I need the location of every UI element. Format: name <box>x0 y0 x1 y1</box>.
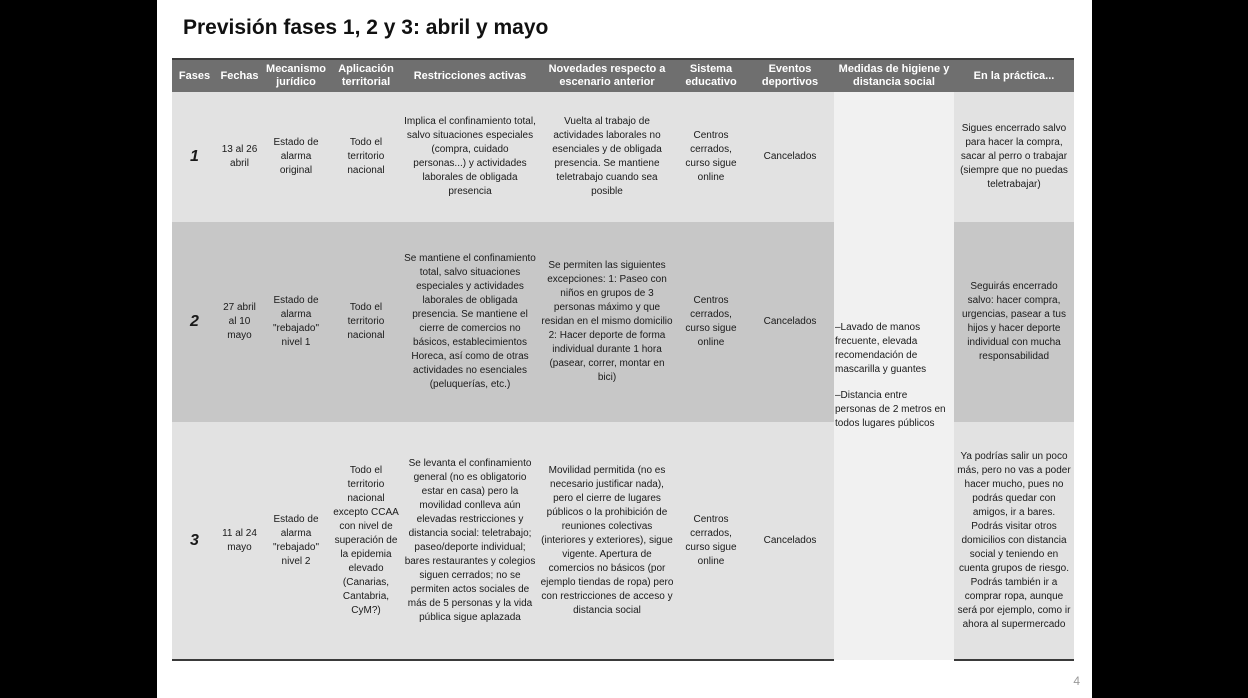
restricciones-cell: Se mantiene el confinamiento total, salvo situaciones especiales y actividades laborales de obligada presencia. Se mantiene el cierre de comercios no básicos, establecimientos Horeca, así como de otras actividades no esenciales (peluquerías, etc.) <box>402 222 538 422</box>
medidas-cell <box>834 92 954 660</box>
practica-cell: Seguirás encerrado salvo: hacer compra, urgencias, pasear a tus hijos y hacer deporte individual con mucha responsabilidad <box>954 222 1074 422</box>
practica-cell: Ya podrías salir un poco más, pero no vas a poder hacer mucho, pues no podrás quedar con amigos, ir a bares. Podrás visitar otros domicilios con distancia social y teniendo en cuenta grupos de riesgo. Podrás también ir a comprar ropa, aunque será por ejemplo, como ir ahora al supermercado <box>954 422 1074 660</box>
medidas-item: –Lavado de manos frecuente, elevada recomendación de mascarilla y guantes <box>835 322 927 375</box>
mecanismo-cell: Estado de alarma original <box>262 92 330 222</box>
page-number: 4 <box>1073 674 1080 688</box>
fechas-cell: 13 al 26 abril <box>217 92 262 222</box>
col-header-novedades: Novedades respecto a escenario anterior <box>538 59 676 92</box>
col-header-practica: En la práctica... <box>954 59 1074 92</box>
novedades-cell: Vuelta al trabajo de actividades laborales no esenciales y de obligada presencia. Se mantiene teletrabajo cuando sea posible <box>538 92 676 222</box>
col-header-medidas: Medidas de higiene y distancia social <box>834 59 954 92</box>
novedades-cell: Se permiten las siguientes excepciones: 1: Paseo con niños en grupos de 3 personas máximo y que residan en el mismo domicilio 2: Hacer deporte de forma individual durante 1 hora (pasear, correr, montar en bici) <box>538 222 676 422</box>
restricciones-cell: Implica el confinamiento total, salvo situaciones especiales (compra, cuidado personas...) y actividades laborales de obligada presencia <box>402 92 538 222</box>
fechas-cell: 27 abril al 10 mayo <box>217 222 262 422</box>
col-header-aplicacion: Aplicación territorial <box>330 59 402 92</box>
col-header-educativo: Sistema educativo <box>676 59 746 92</box>
fase-cell: 1 <box>172 92 217 222</box>
table-header-row <box>172 59 1074 92</box>
novedades-cell: Movilidad permitida (no es necesario justificar nada), pero el cierre de lugares públicos o la prohibición de reuniones colectivas (interiores y exteriores), sigue vigente. Apertura de comercios no básicos (por ejemplo tiendas de ropa) pero con restricciones de acceso y distancia social <box>538 422 676 660</box>
col-header-fases: Fases <box>172 59 217 92</box>
col-header-restricciones: Restricciones activas <box>402 59 538 92</box>
deportivos-cell: Cancelados <box>746 422 834 660</box>
slide <box>157 0 1092 698</box>
practica-cell: Sigues encerrado salvo para hacer la compra, sacar al perro o trabajar (siempre que no puedas teletrabajar) <box>954 92 1074 222</box>
educativo-cell: Centros cerrados, curso sigue online <box>676 222 746 422</box>
aplicacion-cell: Todo el territorio nacional <box>330 92 402 222</box>
deportivos-cell: Cancelados <box>746 92 834 222</box>
fechas-cell: 11 al 24 mayo <box>217 422 262 660</box>
medidas-item: –Distancia entre personas de 2 metros en todos lugares públicos <box>835 390 946 429</box>
slide-title: Previsión fases 1, 2 y 3: abril y mayo <box>183 16 549 39</box>
educativo-cell: Centros cerrados, curso sigue online <box>676 92 746 222</box>
deportivos-cell: Cancelados <box>746 222 834 422</box>
col-header-fechas: Fechas <box>217 59 262 92</box>
aplicacion-cell: Todo el territorio nacional excepto CCAA con nivel de superación de la epidemia elevado (Canarias, Cantabria, CyM?) <box>330 422 402 660</box>
educativo-cell: Centros cerrados, curso sigue online <box>676 422 746 660</box>
mecanismo-cell: Estado de alarma "rebajado" nivel 2 <box>262 422 330 660</box>
fase-cell: 2 <box>172 222 217 422</box>
table-row <box>172 92 1074 222</box>
col-header-mecanismo: Mecanismo jurídico <box>262 59 330 92</box>
fase-cell: 3 <box>172 422 217 660</box>
phases-table <box>172 58 1074 661</box>
mecanismo-cell: Estado de alarma "rebajado" nivel 1 <box>262 222 330 422</box>
col-header-deportivos: Eventos deportivos <box>746 59 834 92</box>
aplicacion-cell: Todo el territorio nacional <box>330 222 402 422</box>
restricciones-cell: Se levanta el confinamiento general (no es obligatorio estar en casa) pero la movilidad conlleva aún elevadas restricciones y distancia social: teletrabajo; paseo/deporte individual; bares restaurantes y colegios siguen cerrados; no se permiten actos sociales de más de 5 personas y la vida pública sigue aplazada <box>402 422 538 660</box>
